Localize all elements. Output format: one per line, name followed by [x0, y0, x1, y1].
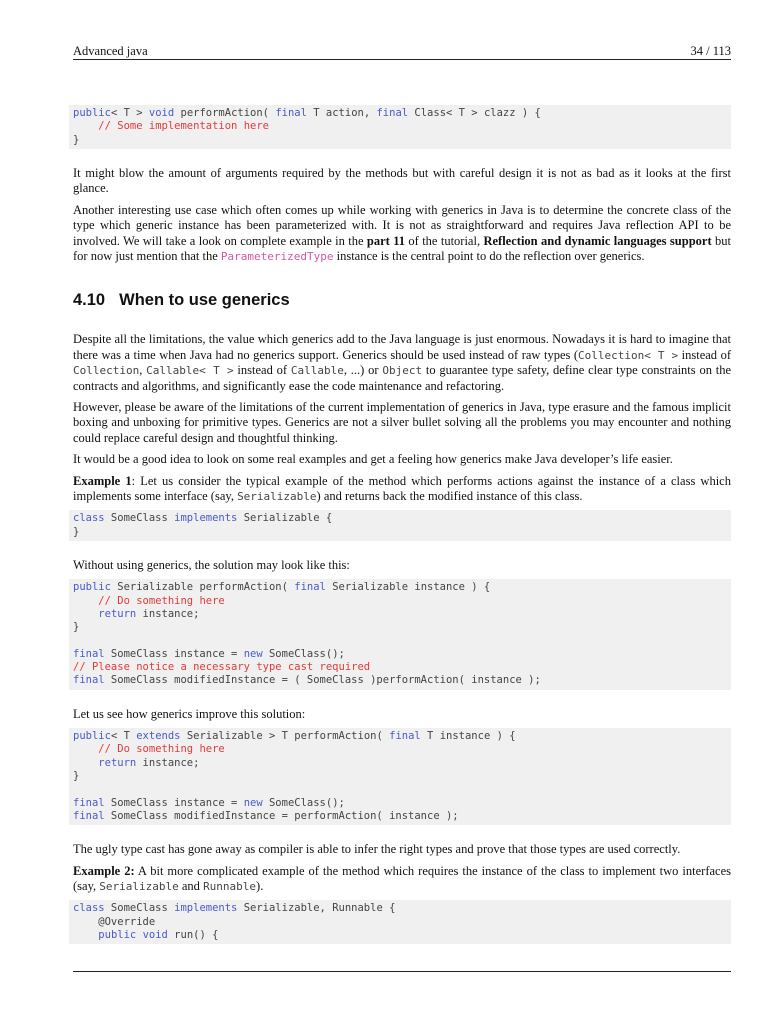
inline-code: Callable — [290, 364, 344, 378]
header-rule — [73, 59, 731, 60]
code-line: @Override — [73, 915, 156, 928]
code-line: // Do something here — [98, 743, 225, 756]
code-line: } — [73, 133, 80, 146]
code-line: return instance; — [98, 756, 200, 769]
page-header — [73, 43, 731, 59]
part-reference: part 11 — [366, 233, 406, 248]
code-block-two-interfaces — [69, 900, 731, 944]
paragraph: However, please be aware of the limitations of the current implementation of generics in Java, type erasure and the famous implicit boxing and unboxing for primitive types. Generics are not a silver bullet solving all the problems you may encounter and nothing could replace careful design and thoughtful thinking. — [73, 399, 731, 445]
section-heading — [73, 290, 731, 310]
code-line: public void run() { — [98, 929, 219, 942]
document-title: Advanced java — [73, 44, 148, 58]
code-block-with-generics — [69, 728, 731, 825]
inline-code: ParameterizedType — [220, 249, 334, 263]
paragraph: It might blow the amount of arguments required by the methods but with careful design it is not as bad as it looks at the first glance. — [73, 165, 731, 196]
page-content — [73, 105, 731, 944]
section-number: 4.10 — [73, 291, 106, 310]
code-line: // Please notice a necessary type cast required — [73, 661, 371, 674]
code-line — [73, 783, 727, 796]
code-line: class SomeClass implements Serializable { — [73, 512, 333, 525]
inline-code: Serializable — [237, 489, 317, 503]
code-line: public< T > void performAction( final T action, final Class< T > clazz ) { — [73, 107, 541, 119]
inline-code: Serializable — [99, 880, 179, 894]
footer-rule — [73, 971, 731, 972]
code-line: public Serializable performAction( final Serializable instance ) { — [73, 581, 491, 594]
code-line — [73, 635, 727, 648]
inline-code: Collection — [73, 364, 140, 378]
code-line: } — [73, 525, 80, 538]
inline-code: Collection< T > — [578, 348, 679, 362]
code-line: final SomeClass modifiedInstance = ( SomeClass )performAction( instance ); — [73, 674, 541, 687]
code-line: final SomeClass instance = new SomeClass(); — [73, 647, 345, 660]
paragraph: Without using generics, the solution may look like this: — [73, 557, 350, 572]
code-block-someclass — [69, 510, 731, 541]
code-line: // Do something here — [98, 594, 225, 607]
section-title: When to use generics — [119, 291, 290, 310]
page-number: 34 / 113 — [690, 44, 731, 58]
inline-code: Runnable — [203, 880, 257, 894]
paragraph: Example 1: Let us consider the typical example of the method which performs actions against the instance of a class which implements some interface (say, Serializable) and returns back the modified instance of this class. — [73, 473, 731, 503]
paragraph: The ugly type cast has gone away as compiler is able to infer the right types and prove that those types are used correctly. — [73, 842, 681, 857]
example-label: Example 1 — [73, 473, 132, 488]
inline-code: Object — [382, 364, 423, 378]
paragraph: Let us see how generics improve this solution: — [73, 706, 306, 721]
paragraph: Despite all the limitations, the value which generics add to the Java language is just enormous. Nowadays it is hard to imagine that there was a time when Java had no generics support. Generics should be used instead of raw types (Collection< T > instead of Collection, Callable< T > instead of Callable, ...) or Object to guarantee type safety, define clear type constraints on the contracts and algorithms, and significantly ease the code maintenance and refactoring. — [73, 332, 732, 393]
code-line: return instance; — [98, 607, 200, 620]
paragraph: Another interesting use case which often comes up while working with generics in Java is to determine the concrete class of the type which generic instance has been parameterized with. It is not as straightforward and requires Java reflection API to be involved. We will take a look on complete example in the part 11 of the tutorial, Reflection and dynamic languages support but for now just mention that the ParameterizedType instance is the central point to do the reflection over generics. — [73, 202, 731, 263]
tutorial-part-title: Reflection and dynamic languages support — [483, 233, 712, 248]
paragraph: Example 2: A bit more complicated example of the method which requires the instance of the class to implement two interfaces (say, Serializable and Runnable). — [73, 863, 731, 894]
code-block-perform-action — [69, 105, 731, 149]
document-page — [73, 0, 731, 1024]
code-line: // Some implementation here — [98, 120, 269, 133]
example-label: Example 2: — [73, 863, 135, 878]
code-block-without-generics — [69, 579, 731, 689]
code-line: class SomeClass implements Serializable, Runnable { — [73, 902, 396, 915]
code-line: public< T extends Serializable > T performAction( final T instance ) { — [73, 730, 516, 743]
paragraph: It would be a good idea to look on some real examples and get a feeling how generics make Java developer’s life easier. — [73, 452, 673, 467]
code-line: final SomeClass instance = new SomeClass(); — [73, 796, 345, 809]
code-line: } — [73, 770, 80, 783]
code-line: final SomeClass modifiedInstance = performAction( instance ); — [73, 809, 459, 822]
inline-code: Callable< T > — [146, 364, 234, 378]
code-line: } — [73, 621, 80, 634]
